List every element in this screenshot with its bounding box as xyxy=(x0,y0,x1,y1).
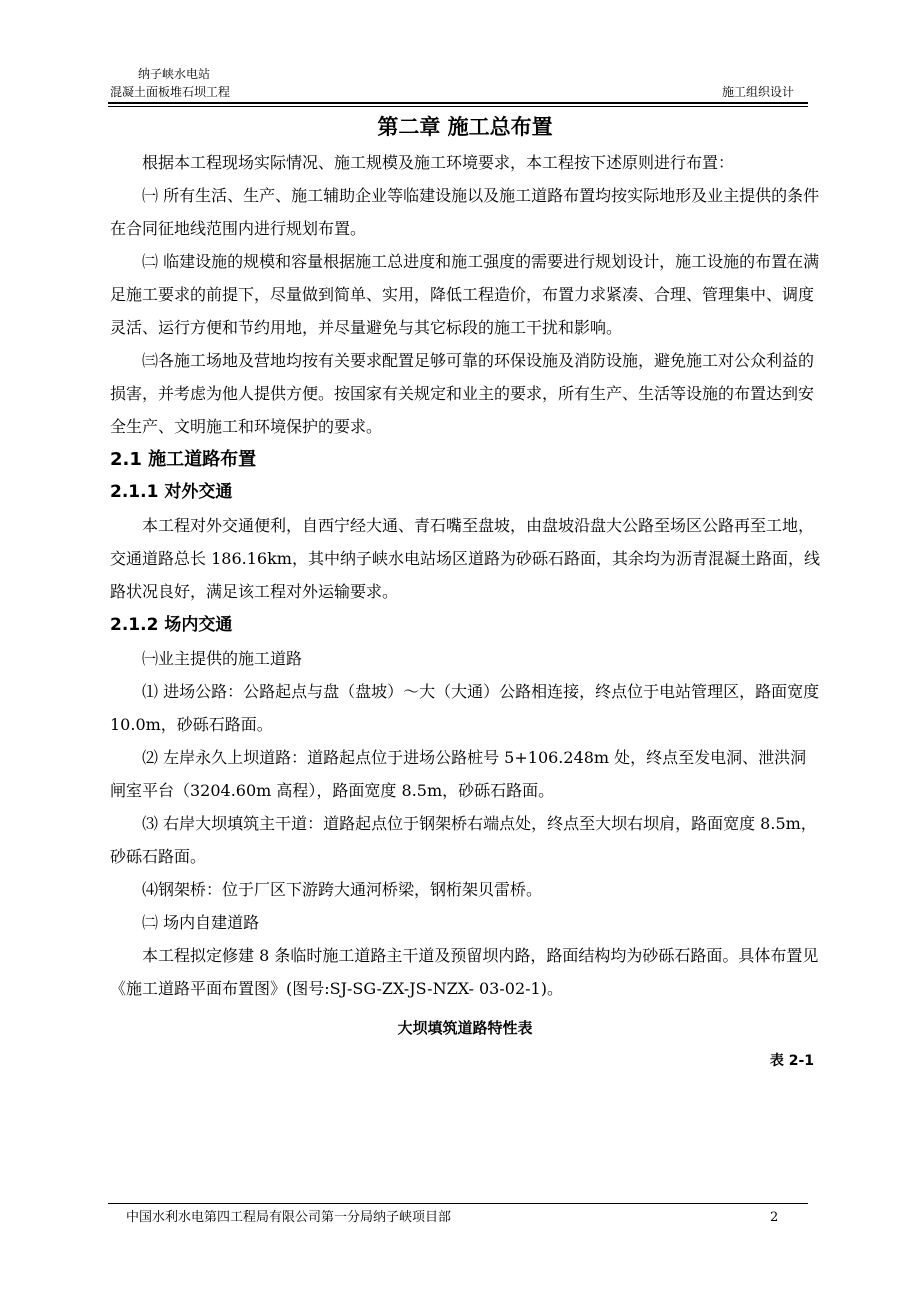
intro-paragraph: 根据本工程现场实际情况、施工规模及施工环境要求，本工程按下述原则进行布置： xyxy=(142,153,735,172)
header-doc-type: 施工组织设计 xyxy=(722,85,795,99)
section-heading-2-1-1: 2.1.1 对外交通 xyxy=(110,482,233,502)
section-heading-2-1-2: 2.1.2 场内交通 xyxy=(110,615,233,635)
principle-2: ㈡ 临建设施的规模和容量根据施工总进度和施工强度的需要进行规划设计，施工设施的布置在满足施工要求的前提下，尽量做到简单、实用，降低工程造价，布置力求紧凑、合理、管理集中、调度灵活、运行方便和节约用地，并尽量避免与其它标段的施工干扰和影响。 xyxy=(110,252,820,337)
table-title: 大坝填筑道路特性表 xyxy=(397,1019,533,1037)
road-item-1: ⑴ 进场公路：公路起点与盘（盘坡）～大（大通）公路相连接，终点位于电站管理区，路面宽度 10.0m，砂砾石路面。 xyxy=(110,682,820,734)
page-number: 2 xyxy=(770,1210,779,1225)
header-rule-thin xyxy=(108,106,808,107)
footer-organization: 中国水利水电第四工程局有限公司第一分局纳子峡项目部 xyxy=(126,1210,452,1225)
self-built-roads-paragraph: 本工程拟定修建 8 条临时施工道路主干道及预留坝内路，路面结构均为砂砾石路面。具体布置见《施工道路平面布置图》(图号:SJ-SG-ZX-JS-NZX- 03-02-1)。 xyxy=(110,946,819,998)
header-rule-thick xyxy=(108,102,808,104)
chapter-title: 第二章 施工总布置 xyxy=(377,114,553,139)
self-built-roads-heading: ㈡ 场内自建道路 xyxy=(142,913,260,932)
principle-3: ㈢各施工场地及营地均按有关要求配置足够可靠的环保设施及消防设施，避免施工对公众利益的损害，并考虑为他人提供方便。按国家有关规定和业主的要求，所有生产、生活等设施的布置达到安全生产、文明施工和环境保护的要求。 xyxy=(110,351,815,436)
road-item-2: ⑵ 左岸永久上坝道路：道路起点位于进场公路桩号 5+106.248m 处，终点至发电洞、泄洪洞闸室平台（3204.60m 高程），路面宽度 8.5m，砂砾石路面。 xyxy=(110,748,807,800)
header-project-line2: 混凝土面板堆石坝工程 xyxy=(110,85,231,99)
header-project-line1: 纳子峡水电站 xyxy=(138,67,211,81)
table-number: 表 2-1 xyxy=(769,1053,814,1069)
page-body xyxy=(110,112,820,1073)
footer-rule xyxy=(108,1203,808,1204)
section-heading-2-1: 2.1 施工道路布置 xyxy=(110,449,257,470)
owner-roads-heading: ㈠业主提供的施工道路 xyxy=(142,649,303,668)
external-traffic-paragraph: 本工程对外交通便利，自西宁经大通、青石嘴至盘坡，由盘坡沿盘大公路至场区公路再至工地，交通道路总长 186.16km，其中纳子峡水电站场区道路为砂砾石路面，其余均为沥青混凝土路面，线路状况良好，满足该工程对外运输要求。 xyxy=(110,516,820,601)
road-item-3: ⑶ 右岸大坝填筑主干道：道路起点位于钢架桥右端点处，终点至大坝右坝肩，路面宽度 8.5m，砂砾石路面。 xyxy=(110,814,817,866)
principle-1: ㈠ 所有生活、生产、施工辅助企业等临建设施以及施工道路布置均按实际地形及业主提供的条件在合同征地线范围内进行规划布置。 xyxy=(110,186,820,238)
road-item-4: ⑷钢架桥：位于厂区下游跨大通河桥梁，钢桁架贝雷桥。 xyxy=(142,880,543,899)
